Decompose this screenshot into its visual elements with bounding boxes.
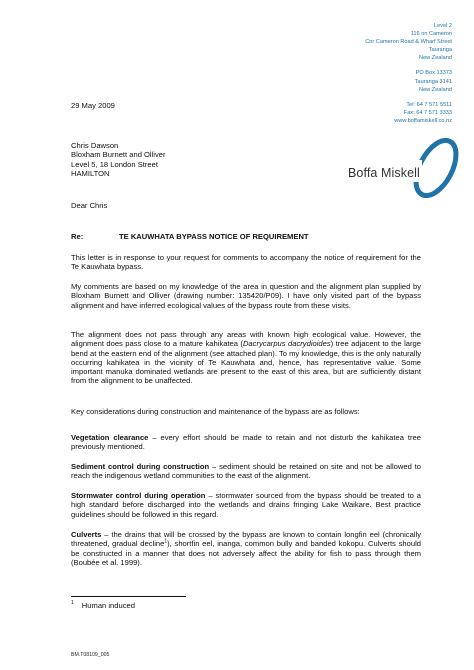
letter-date: 29 May 2009 (71, 101, 115, 110)
paragraph-text: ) tree adjacent to the large bend at the eastern end of the alignment (see attached plan). To my knowledge, this is the only naturally occurring kahikatea in the vicinity of Te Kauwhata and, hence, has representative value. Some important manuka dominated wetlands are present to the east of this area, but are sufficiently distant from the alignment to be unaffected. (71, 339, 421, 386)
address-line: New Zealand (419, 55, 452, 62)
postal-line: New Zealand (419, 86, 452, 93)
subject-label: Re: (71, 232, 84, 241)
paragraph-heading: Stormwater control during operation (71, 491, 206, 500)
letterhead-address (272, 22, 452, 125)
recipient-name: Chris Dawson (71, 141, 119, 150)
website-link[interactable]: www.boffamiskell.co.nz (394, 117, 452, 124)
subject-line (71, 232, 309, 241)
paragraph-sediment (71, 462, 421, 481)
postal-line: Tauranga 3141 (414, 78, 452, 85)
paragraph-text: – the drains that will be crossed by the bypass are known to contain longfin eel (chronically threatened, gradual decline (71, 530, 421, 549)
fax-line: Fax: 64 7 571 3333 (403, 109, 452, 116)
paragraph-text: – sediment should be retained on site and not be allowed to reach the indigenous wetland communities to the east of the alignment. (71, 462, 421, 481)
address-line: Level 2 (433, 23, 452, 29)
footnote-number: 1 (71, 600, 74, 607)
species-name: Dacrycarpus dacrydioides (242, 339, 331, 349)
paragraph-text: – every effort should be made to retain and not disturb the kahikatea tree previously mentioned. (71, 433, 422, 452)
recipient-street: Level 5, 18 London Street (71, 159, 158, 169)
paragraph-heading: Sediment control during construction (71, 462, 210, 471)
reference-code: BM.T08109_005 (71, 652, 110, 658)
subject-text: TE KAUWHATA BYPASS NOTICE OF REQUIREMENT (119, 232, 309, 241)
footnote-text: Human induced (81, 601, 135, 610)
phone-line: Tel: 64 7 571 5511 (406, 101, 452, 108)
company-logo (344, 130, 462, 210)
footnote-divider (71, 596, 186, 597)
footnote-marker: 1 (164, 538, 168, 545)
recipient-city: HAMILTON (71, 168, 110, 178)
paragraph-key-considerations: Key considerations during construction and maintenance of the bypass are as follows: (71, 407, 360, 416)
paragraph-heading: Culverts (71, 530, 102, 539)
postal-line: PO Box 13373 (415, 70, 452, 77)
paragraph-basis: My comments are based on my knowledge of the area in question and the alignment plan supplied by Bloxham Burnett and Olliver (drawing number: 135420/P09). I have only visited part of the bypass alignment and have inferred ecological values of the bypass route from these visits. (71, 282, 421, 310)
footnote (71, 601, 135, 610)
paragraph-alignment (71, 330, 421, 386)
address-line: 116 on Cameron (410, 31, 452, 38)
paragraph-intro: This letter is in response to your request for comments to accompany the notice of requirement for the Te Kauwhata bypass. (71, 253, 421, 272)
salutation: Dear Chris (71, 201, 108, 210)
paragraph-text: The alignment does not pass through any areas with known high ecological value. However, the alignment does pass close to a mature kahikatea ( (71, 330, 421, 349)
paragraph-text: ), shortfin eel, inanga, common bully and banded kokopu. Culverts should be constructed in a manner that does not adversely affect the ability for fish to pass through them (Boubée et al. 1999). (71, 539, 421, 567)
paragraph-heading: Vegetation clearance (71, 433, 149, 442)
paragraph-vegetation (71, 433, 421, 452)
paragraph-culverts (71, 530, 421, 567)
address-line: Tauranga (428, 47, 452, 54)
logo-wordmark: Boffa Miskell (348, 166, 420, 180)
paragraph-stormwater (71, 491, 421, 519)
recipient-company: Bloxham Burnett and Olliver (71, 150, 166, 160)
paragraph-text: – stormwater sourced from the bypass should be treated to a high standard before discharged into the wetlands and drains fringing Lake Waikare. Best practice guidelines should be followed in this regard. (71, 491, 421, 519)
address-line: Cnr Cameron Road & Wharf Street (365, 39, 452, 46)
recipient-block (71, 141, 166, 178)
